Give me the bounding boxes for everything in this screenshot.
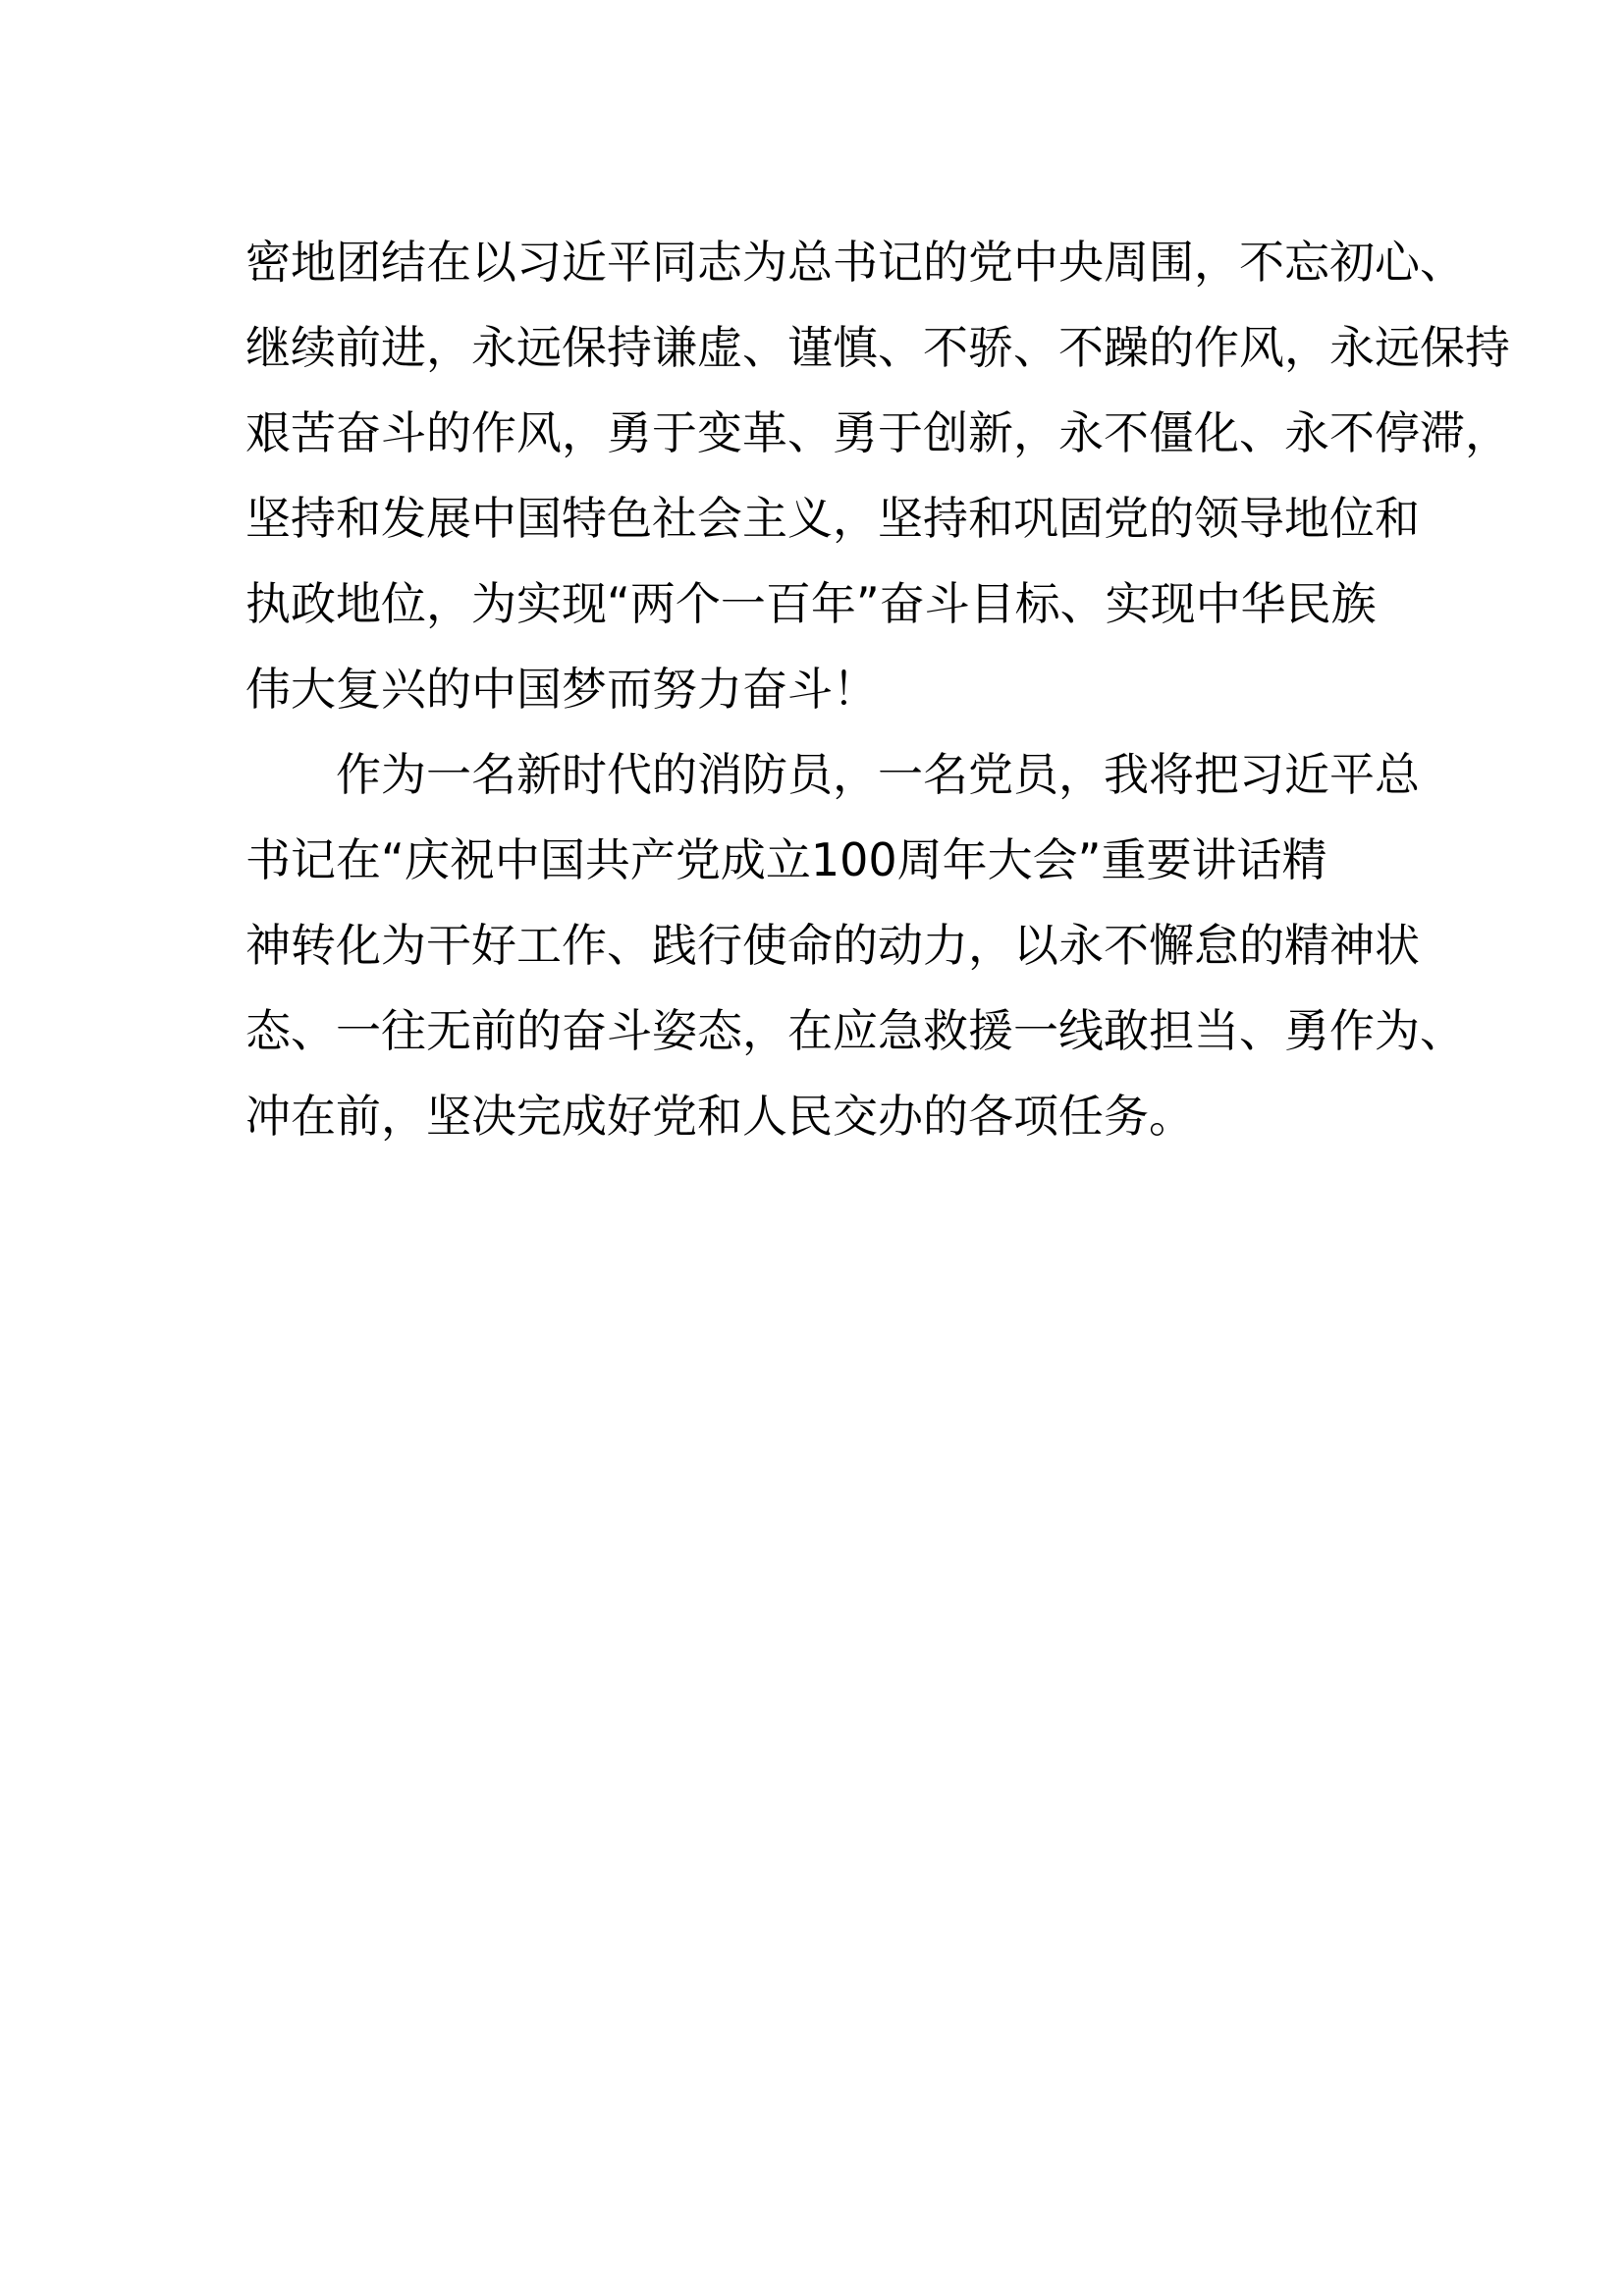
text-line: 态、一往无前的奋斗姿态，在应急救援一线敢担当、勇作为、 (245, 1004, 1465, 1057)
text-line: 神转化为干好工作、践行使命的动力，以永不懈怠的精神状 (245, 919, 1420, 972)
text-line: 继续前进，永远保持谦虚、谨慎、不骄、不躁的作风，永远保持 (245, 321, 1510, 374)
paragraph-continuation (245, 220, 1510, 731)
text-line: 书记在“庆祝中国共产党成立100周年大会”重要讲话精 (245, 833, 1327, 886)
text-line: 作为一名新时代的消防员，一名党员，我将把习近平总 (336, 748, 1420, 801)
paragraph-firefighter-pledge (245, 732, 1465, 1158)
text-line: 密地团结在以习近平同志为总书记的党中央周围，不忘初心、 (245, 236, 1465, 289)
text-line: 坚持和发展中国特色社会主义，坚持和巩固党的领导地位和 (245, 492, 1420, 545)
text-line: 艰苦奋斗的作风，勇于变革、勇于创新，永不僵化、永不停滞， (245, 406, 1510, 459)
text-line: 执政地位，为实现“两个一百年”奋斗目标、实现中华民族 (245, 577, 1377, 630)
body-text (245, 220, 1510, 1159)
text-line: 伟大复兴的中国梦而努力奋斗！ (245, 663, 878, 716)
text-line: 冲在前，坚决完成好党和人民交办的各项任务。 (245, 1090, 1194, 1143)
